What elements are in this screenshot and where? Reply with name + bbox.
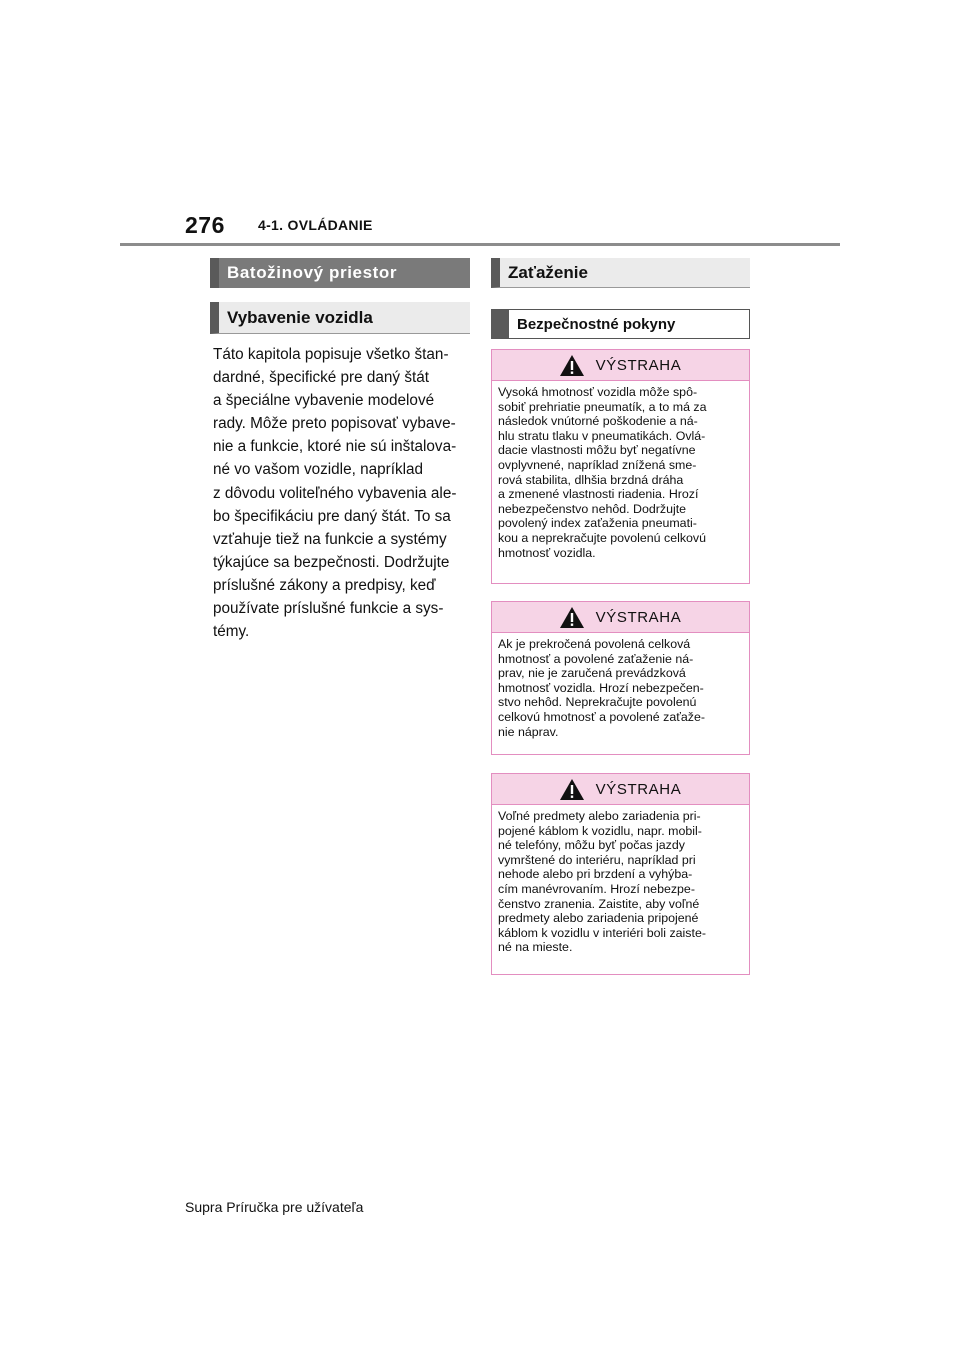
warning-text: Ak je prekročená povolená celková hmotnosť a povolené zaťaženie ná- prav, nie je zaručená prevádzková hmotnosť vozidla. Hrozí nebezpečen- stvo nehôd. Neprekračujte povolenú celkovú hmotnosť a povolené zaťaže- nie náprav. xyxy=(498,637,705,739)
warning-title: VÝSTRAHA xyxy=(595,608,682,626)
subsection-title-equipment: Vybavenie vozidla xyxy=(210,302,470,334)
equipment-paragraph: Táto kapitola popisuje všetko štan- dardné, špecifické pre daný štát a špeciálne vybavenie modelové rady. Môže preto popisovať vybave- nie a funkcie, ktoré nie sú inštalova- né vo vašom vozidle, napríklad z dôvodu voliteľného vybavenia ale- bo špecifikáciu pre daný štát. To sa vzťahuje tiež na funkcie a systémy týkajúce sa bezpečnosti. Dodržujte príslušné zákony a predpisy, keď používate príslušné funkcie a sys- témy. xyxy=(213,346,457,641)
warning-triangle-icon xyxy=(560,779,584,800)
warning-title: VÝSTRAHA xyxy=(595,780,682,798)
warning-title: VÝSTRAHA xyxy=(595,356,682,374)
warning-text: Vysoká hmotnosť vozidla môže spô- sobiť prehriatie pneumatík, a to má za následok vnútorné poškodenie a ná- hlu stratu tlaku v pneumatikách. Ovlá- dacie vlastnosti môžu byť negatívne ovplyvnené, napríklad znížená sme- rová stabilita, dlhšia brzdná dráha a zmenené vlastnosti riadenia. Hrozí nebezpečenstvo nehôd. Dodržujte povolený index zaťaženia pneumati- kou a neprekračujte povolenú celkovú hmotnosť vozidla. xyxy=(498,385,707,560)
warning-header xyxy=(492,774,749,805)
subsection-title-safety: Bezpečnostné pokyny xyxy=(491,309,750,339)
section-title-load: Zaťaženie xyxy=(491,258,750,288)
warning-triangle-icon xyxy=(560,607,584,628)
page-number: 276 xyxy=(185,212,225,238)
chapter-title: 4-1. OVLÁDANIE xyxy=(258,217,373,233)
warning-text: Voľné predmety alebo zariadenia pri- pojené káblom k vozidlu, napr. mobil- né telefóny, môžu byť počas jazdy vymrštené do interiéru, napríklad pri nehode alebo pri brzdení a vyhýba- cím manévrovaním. Hrozí nebezpe- čenstvo zranenia. Zaistite, aby voľné predmety alebo zariadenia pripojené káblom k vozidlu v interiéri boli zaiste- né na mieste. xyxy=(498,809,706,955)
warning-box-overload-tires xyxy=(491,349,750,584)
equipment-description xyxy=(213,343,465,643)
warning-header xyxy=(492,350,749,381)
warning-header xyxy=(492,602,749,633)
warning-box-axle-load xyxy=(491,601,750,755)
footer-manual-title: Supra Príručka pre užívateľa xyxy=(185,1199,364,1215)
section-title-luggage: Batožinový priestor xyxy=(210,258,470,288)
warning-box-loose-objects xyxy=(491,773,750,975)
header-divider xyxy=(120,243,840,246)
warning-triangle-icon xyxy=(560,355,584,376)
